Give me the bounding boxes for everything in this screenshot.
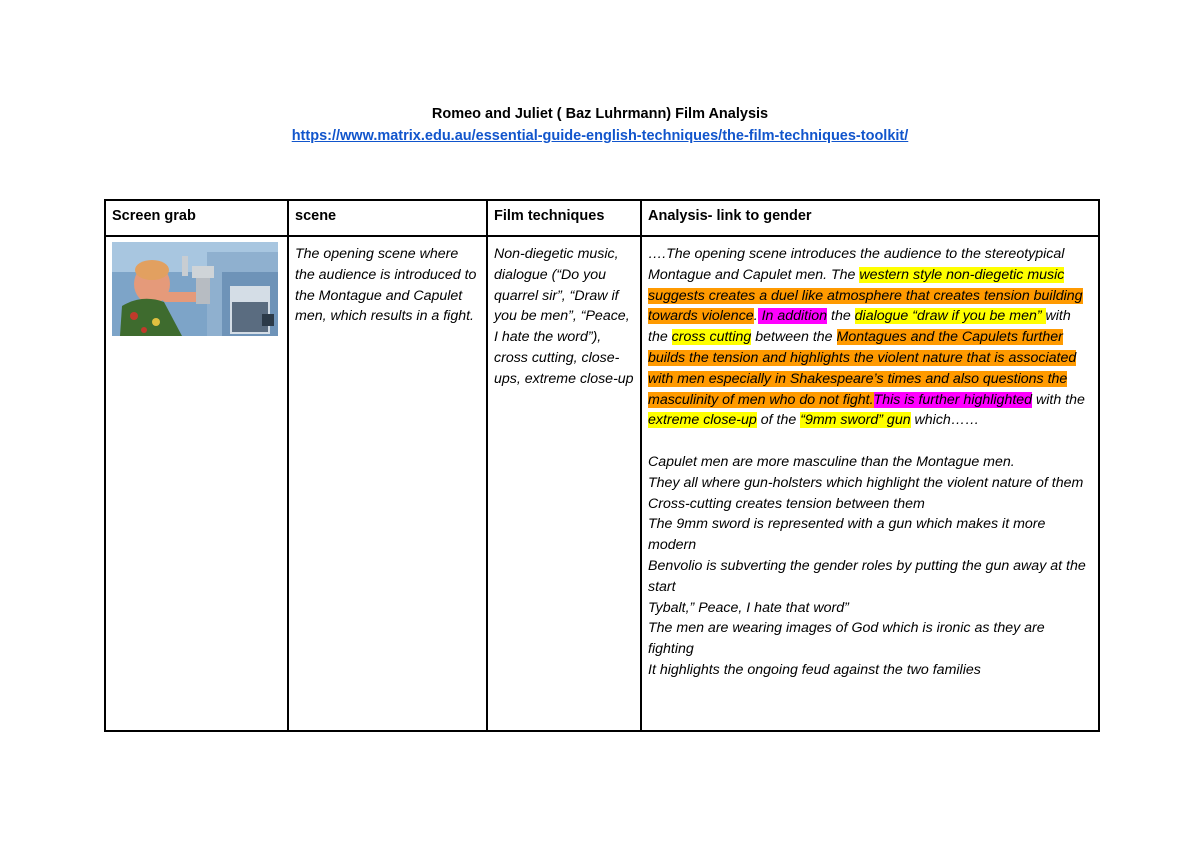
- highlighted-text: Montagues and the Capulets further builds the tension and highlights the violent nature that is associated with men especially in Shakespeare’s times and also questions the masculinity of men who do not fight.: [648, 329, 1077, 408]
- analysis-cell: [641, 236, 1099, 731]
- highlighted-text: western style non-diegetic music: [859, 266, 1065, 283]
- table-row: [105, 236, 1099, 731]
- analysis-text: of the: [756, 412, 801, 429]
- techniques-cell: Non-diegetic music, dialogue (“Do you quarrel sir”, “Draw if you be men”, “Peace, I hate the word”), cross cutting, close-ups, extreme close-up: [487, 236, 641, 731]
- analysis-note: Tybalt,” Peace, I hate that word”: [648, 599, 849, 616]
- scene-cell: The opening scene where the audience is introduced to the Montague and Capulet men, which results in a fight.: [288, 236, 487, 731]
- analysis-text: ….The opening scene introduces the audience to the stereotypical Montague and Capulet men. The: [648, 246, 1065, 283]
- header-analysis: Analysis- link to gender: [641, 200, 1099, 236]
- analysis-note: The men are wearing images of God which is ironic as they are fighting: [648, 620, 1045, 658]
- highlighted-text: suggests creates a duel like atmosphere that creates tension building towards violence: [648, 287, 1083, 325]
- highlighted-text: “9mm sword” gun: [800, 412, 911, 429]
- analysis-text: which……: [910, 412, 980, 429]
- analysis-text: .: [753, 308, 758, 325]
- analysis-note: Benvolio is subverting the gender roles by putting the gun away at the start: [648, 557, 1086, 595]
- highlighted-text: In addition: [757, 308, 828, 325]
- analysis-note: It highlights the ongoing feud against the two families: [648, 661, 981, 678]
- screen-grab-cell: [105, 236, 288, 731]
- analysis-paragraph: [648, 244, 1092, 431]
- highlighted-text: cross cutting: [671, 329, 752, 346]
- analysis-note: The 9mm sword is represented with a gun which makes it more modern: [648, 516, 1046, 554]
- reference-link[interactable]: https://www.matrix.edu.au/essential-guide-english-techniques/the-film-techniques-toolkit/: [291, 128, 909, 144]
- analysis-text: the: [827, 308, 855, 325]
- analysis-table: [104, 199, 1100, 732]
- highlighted-text: dialogue “draw if you be men”: [854, 308, 1046, 325]
- analysis-notes: [648, 452, 1092, 681]
- screen-grab-image: [112, 242, 278, 336]
- highlighted-text: extreme close-up: [648, 412, 757, 429]
- analysis-text: between the: [751, 329, 837, 346]
- analysis-note: Capulet men are more masculine than the Montague men.: [648, 453, 1015, 470]
- analysis-note: They all where gun-holsters which highlight the violent nature of them: [648, 474, 1084, 491]
- table-header-row: [105, 200, 1099, 236]
- analysis-note: Cross-cutting creates tension between them: [648, 495, 925, 512]
- highlighted-text: This is further highlighted: [873, 391, 1033, 408]
- reference-link-line: [0, 126, 1200, 146]
- header-film-techniques: Film techniques: [487, 200, 641, 236]
- analysis-text: with the: [648, 308, 1071, 346]
- header-scene: scene: [288, 200, 487, 236]
- header-screen-grab: Screen grab: [105, 200, 288, 236]
- analysis-text: with the: [1032, 391, 1085, 408]
- document-title: Romeo and Juliet ( Baz Luhrmann) Film Analysis: [431, 106, 769, 122]
